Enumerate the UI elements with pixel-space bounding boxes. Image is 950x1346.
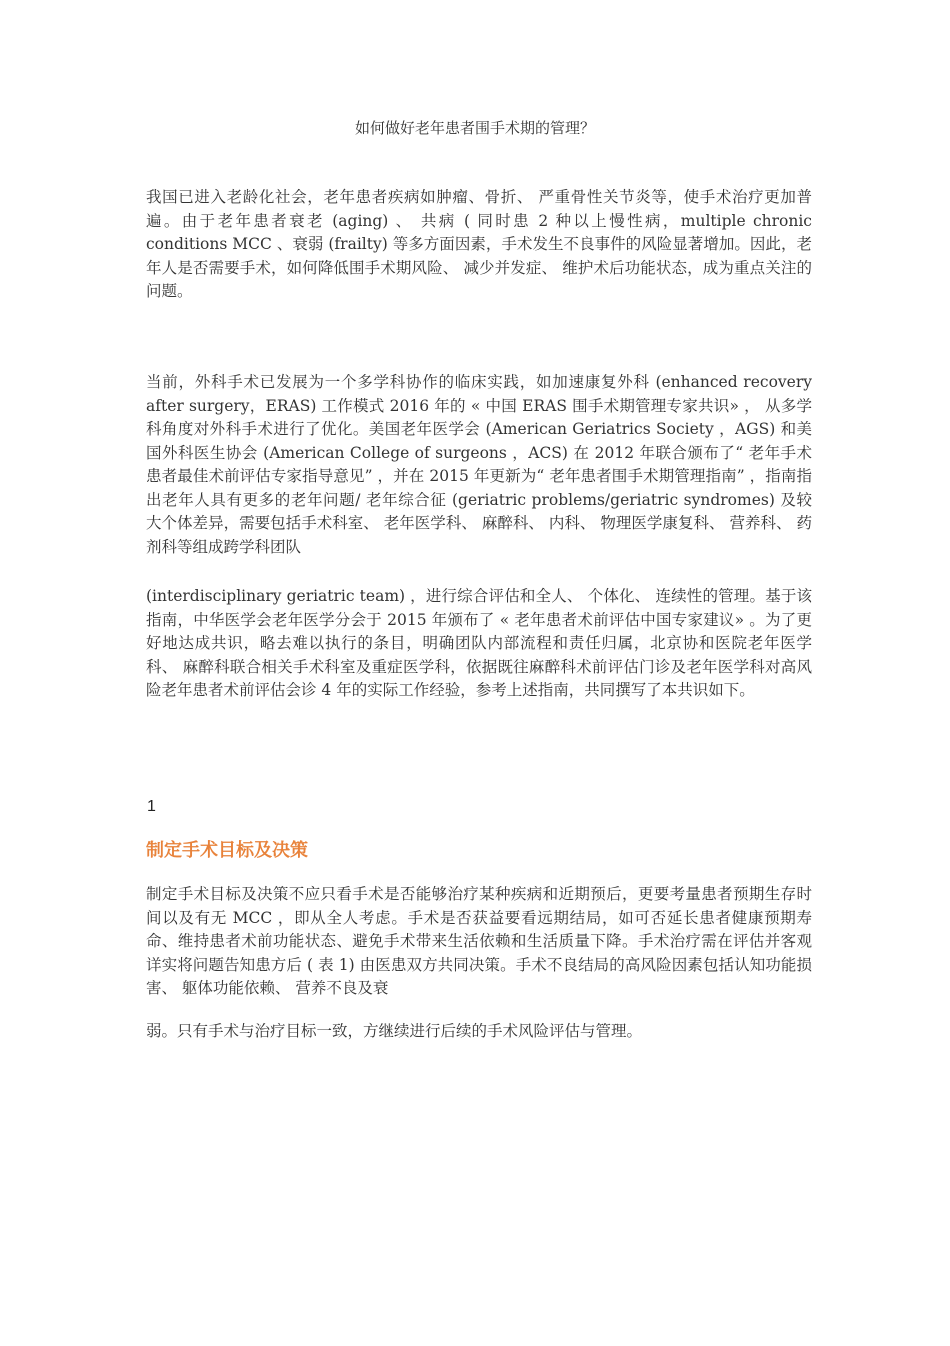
document-title: 如何做好老年患者围手术期的管理？ (354, 119, 595, 137)
section-paragraph: 制定手术目标及决策不应只看手术是否能够治疗某种疾病和近期预后，更要考量患者预期生存时间以及有无 MCC ，即从全人考虑。手术是否获益要看远期结局，如可否延长患者健康预期寿命、维持患者术前功能状态、避免手术带来生活依赖和生活质量下降。手术治疗需在评估并客观详实将问题告知患方后 ( 表 1) 由医患双方共同决策。手术不良结局的高风险因素包括认知功能损害、 躯体功能依赖、 营养不良及衰 (146, 885, 812, 997)
intro-paragraph: 我国已进入老龄化社会，老年患者疾病如肿瘤、骨折、 严重骨性关节炎等，使手术治疗更加普遍。由于老年患者衰老 (aging) 、 共病 ( 同时患 2 种以上慢性病，multiple chronic conditions MCC 、衰弱 (frailty) 等多方面因素，手术发生不良事件的风险显著增加。因此，老年人是否需要手术，如何降低围手术期风险、 减少并发症、 维护术后功能状态，成为重点关注的问题。 (146, 188, 812, 300)
section-number: 1 (147, 798, 156, 815)
consensus-paragraph: (interdisciplinary geriatric team) ，进行综合评估和全人、 个体化、 连续性的管理。基于该指南，中华医学会老年医学分会于 2015 年颁布了 « 老年患者术前评估中国专家建议» 。为了更好地达成共识，略去难以执行的条目，明确团队内部流程和责任归属，北京协和医院老年医学科、 麻醉科联合相关手术科室及重症医学科，依据既往麻醉科术前评估门诊及老年医学科对高风险老年患者术前评估会诊 4 年的实际工作经验，参考上述指南，共同撰写了本共识如下。 (146, 587, 812, 699)
multidisciplinary-paragraph: 当前，外科手术已发展为一个多学科协作的临床实践，如加速康复外科 (enhanced recovery after surgery，ERAS) 工作模式 2016 年的 « 中国 ERAS 围手术期管理专家共识» ， 从多学科角度对外科手术进行了优化。美国老年医学会 (American Geriatrics Society ，AGS) 和美国外科医生协会 (American College of surgeons ，ACS) 在 2012 年联合颁布了“ 老年手术患者最佳术前评估专家指导意见” ，并在 2015 年更新为“ 老年患者围手术期管理指南” ，指南指出老年人具有更多的老年问题/ 老年综合征 (geriatric problems/geriatric syndromes) 及较大个体差异，需要包括手术科室、 老年医学科、 麻醉科、 内科、 物理医学康复科、 营养科、 药剂科等组成跨学科团队 (146, 373, 812, 556)
section-heading: 制定手术目标及决策 (146, 840, 308, 861)
section-paragraph-continued: 弱。只有手术与治疗目标一致，方继续进行后续的手术风险评估与管理。 (146, 1022, 643, 1040)
